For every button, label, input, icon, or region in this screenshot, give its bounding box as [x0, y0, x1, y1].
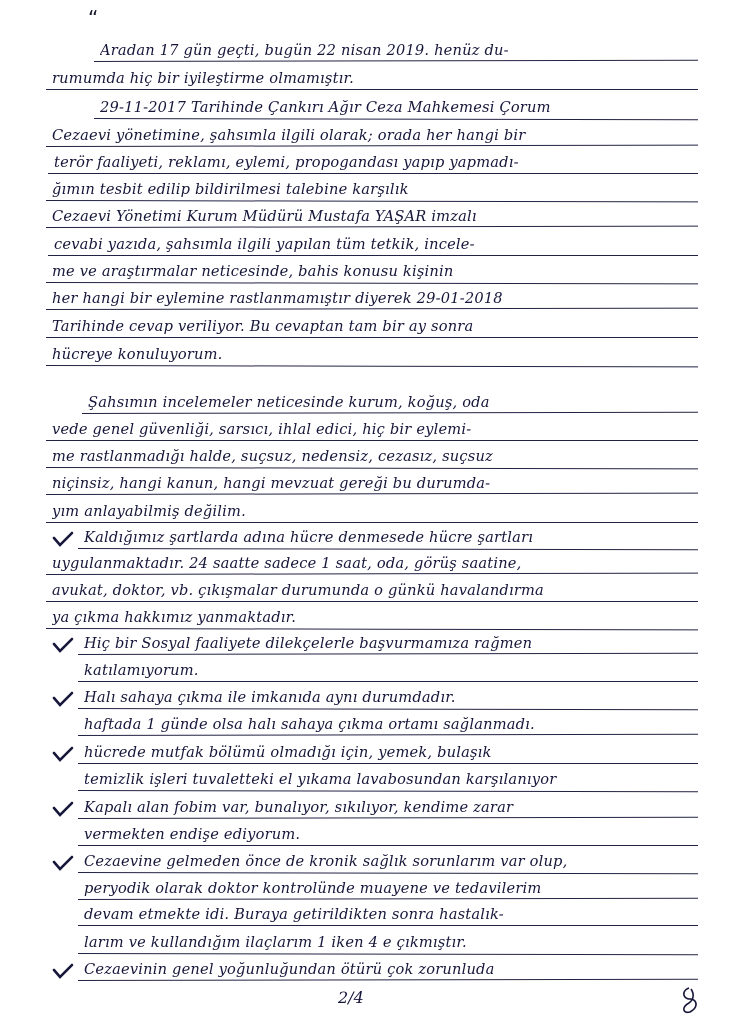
handwritten-line: Cezaevinin genel yoğunluğundan ötürü çok zorunluda — [84, 961, 495, 978]
handwritten-line: yım anlayabilmiş değilim. — [52, 503, 246, 520]
handwritten-line: 29-11-2017 Tarihinde Çankırı Ağır Ceza Mahkemesi Çorum — [100, 99, 551, 116]
underline-rule — [46, 601, 698, 602]
underline-rule — [78, 925, 698, 926]
handwritten-line: katılamıyorum. — [84, 662, 199, 679]
handwritten-line: ya çıkma hakkımız yanmaktadır. — [52, 609, 297, 626]
handwritten-line: me ve araştırmalar neticesinde, bahis konusu kişinin — [52, 263, 454, 280]
handwritten-line: terör faaliyeti, reklamı, eylemi, propogandası yapıp yapmadı- — [54, 154, 519, 171]
handwritten-line: rumumda hiç bir iyileştirme olmamıştır. — [52, 70, 354, 87]
underline-rule — [46, 440, 698, 441]
underline-rule — [48, 173, 698, 174]
underline-rule — [94, 118, 698, 120]
signature-mark — [675, 985, 705, 1015]
handwritten-line: hücrede mutfak bölümü olmadığı için, yemek, bulaşık — [84, 744, 492, 761]
underline-rule — [46, 200, 698, 202]
handwritten-line: vermekten endişe ediyorum. — [84, 826, 301, 843]
underline-rule — [78, 953, 698, 955]
underline-rule — [46, 226, 698, 228]
checkmark-icon — [52, 531, 74, 547]
underline-rule — [46, 145, 698, 147]
underline-rule — [78, 790, 698, 792]
handwritten-line: Aradan 17 gün geçti, bugün 22 nisan 2019. henüz du- — [100, 42, 509, 59]
handwritten-line: her hangi bir eylemine rastlanmamıştır diyerek 29-01-2018 — [52, 290, 503, 307]
underline-rule — [46, 522, 698, 523]
handwritten-line: Cezaevi yönetimine, şahsımla ilgili olarak; orada her hangi bir — [52, 127, 526, 144]
underline-rule — [78, 681, 698, 682]
handwritten-line: Kapalı alan fobim var, bunalıyor, sıkılıyor, kendime zarar — [84, 799, 514, 816]
handwritten-line: ğımın tesbit edilip bildirilmesi talebine karşılık — [52, 181, 409, 198]
underline-rule — [78, 979, 698, 981]
handwritten-line: cevabi yazıda, şahsımla ilgili yapılan tüm tetkik, incele- — [54, 236, 475, 253]
handwritten-line: Halı sahaya çıkma ile imkanıda aynı durumdadır. — [84, 689, 456, 706]
handwritten-line: haftada 1 günde olsa halı sahaya çıkma ortamı sağlanmadı. — [84, 716, 535, 733]
handwritten-line: me rastlanmadığı halde, suçsuz, nedensiz, cezasız, suçsuz — [52, 448, 493, 465]
handwritten-line: uygulanmaktadır. 24 saatte sadece 1 saat, oda, görüş saatine, — [52, 555, 522, 572]
handwritten-line: Hiç bir Sosyal faaliyete dilekçelerle başvurmamıza rağmen — [84, 635, 533, 652]
underline-rule — [46, 308, 698, 310]
underline-rule — [46, 573, 698, 575]
handwritten-line: temizlik işleri tuvaletteki el yıkama lavabosundan karşılanıyor — [84, 771, 557, 788]
underline-rule — [46, 337, 698, 338]
underline-rule — [48, 255, 698, 256]
underline-rule — [46, 365, 698, 367]
underline-rule — [78, 817, 698, 819]
handwritten-line: Tarihinde cevap veriliyor. Bu cevaptan tam bir ay sonra — [52, 318, 474, 335]
underline-rule — [78, 763, 698, 764]
underline-rule — [78, 898, 698, 900]
checkmark-icon — [52, 855, 74, 871]
handwritten-line: Cezaevi Yönetimi Kurum Müdürü Mustafa YAŞAR imzalı — [52, 208, 477, 225]
underline-rule — [46, 493, 698, 495]
handwritten-line: niçinsiz, hangi kanun, hangi mevzuat gereği bu durumda- — [52, 475, 491, 492]
page-number: 2/4 — [338, 988, 364, 1007]
handwritten-line: vede genel güvenliği, sarsıcı, ihlal edici, hiç bir eylemi- — [52, 421, 472, 438]
handwritten-line: Kaldığımız şartlarda adına hücre denmesede hücre şartları — [84, 529, 534, 546]
underline-rule — [46, 467, 698, 469]
underline-rule — [78, 548, 698, 550]
underline-rule — [78, 845, 698, 846]
underline-rule — [78, 653, 698, 655]
handwritten-line: avukat, doktor, vb. çıkışmalar durumunda o günkü havalandırma — [52, 582, 544, 599]
handwritten-line: devam etmekte idi. Buraya getirildikten sonra hastalık- — [84, 906, 504, 923]
handwritten-line: Cezaevine gelmeden önce de kronik sağlık sorunlarım var olup, — [84, 853, 568, 870]
underline-rule — [46, 628, 698, 630]
handwritten-line: Şahsımın incelemeler neticesinde kurum, koğuş, oda — [88, 394, 490, 411]
checkmark-icon — [52, 801, 74, 817]
corner-mark: “ — [88, 6, 99, 30]
underline-rule — [78, 708, 698, 710]
underline-rule — [46, 282, 698, 284]
underline-rule — [78, 872, 698, 874]
underline-rule — [46, 89, 698, 90]
checkmark-icon — [52, 963, 74, 979]
handwritten-line: hücreye konuluyorum. — [52, 346, 223, 363]
underline-rule — [78, 734, 698, 736]
checkmark-icon — [52, 746, 74, 762]
checkmark-icon — [52, 691, 74, 707]
handwritten-line: larım ve kullandığım ilaçlarım 1 iken 4 e çıkmıştır. — [84, 934, 467, 951]
handwritten-line: peryodik olarak doktor kontrolünde muayene ve tedavilerim — [84, 880, 542, 897]
underline-rule — [94, 60, 698, 62]
checkmark-icon — [52, 637, 74, 653]
underline-rule — [82, 412, 698, 414]
